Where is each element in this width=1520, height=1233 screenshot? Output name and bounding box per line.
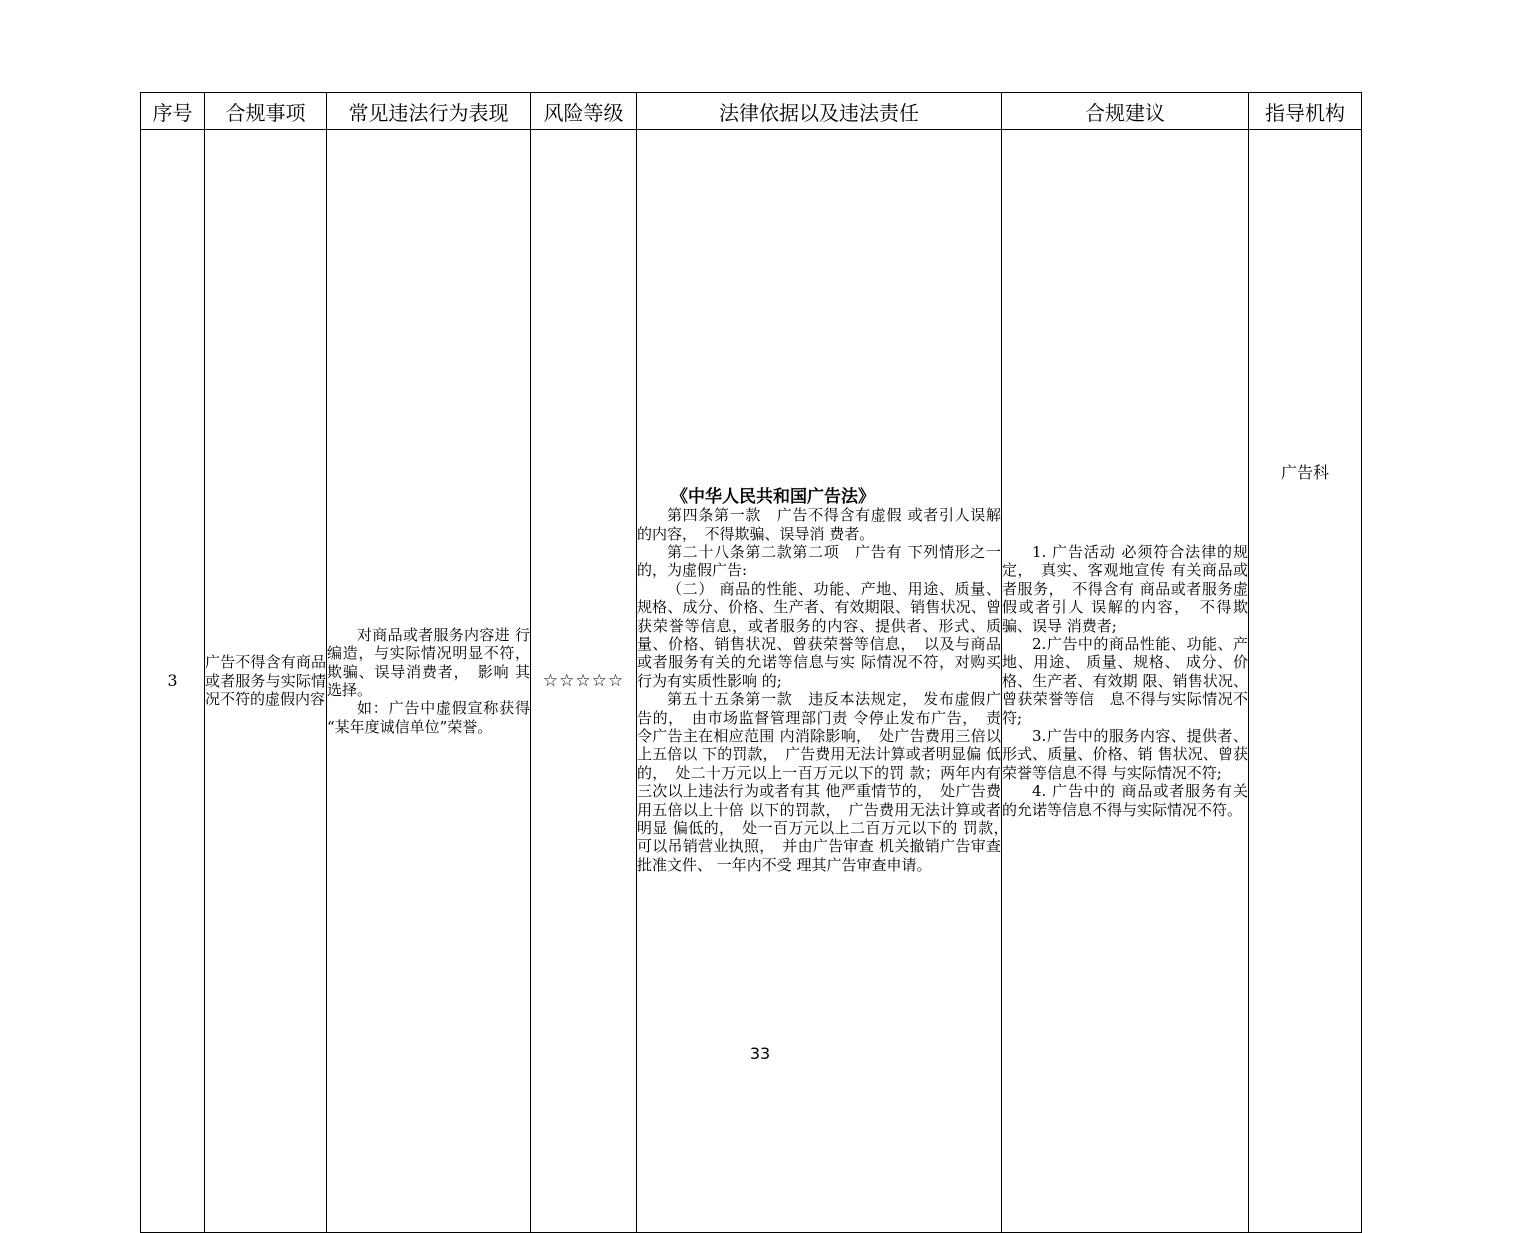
cell-behavior [327, 130, 531, 1233]
behavior-example: 如：广告中虚假宣称获得 “某年度诚信单位”荣誉。 [327, 699, 530, 736]
header-behavior: 常见违法行为表现 [327, 93, 531, 130]
suggestion-item: 2.广告中的商品性能、功能、产地、用途、 质量、规格、 成分、价格、生产者、有效期 限、销售状况、曾获荣誉等信 息不得与实际情况不符; [1002, 634, 1248, 727]
cell-suggestion [1002, 130, 1249, 1233]
cell-law [637, 130, 1017, 1233]
header-suggestion: 合规建议 [1002, 93, 1249, 130]
table-row [141, 130, 1362, 1233]
suggestion-item: 3.广告中的服务内容、提供者、形式、质量、价格、销 售状况、曾获荣誉等信息不得 与实际情况不符; [1002, 727, 1248, 782]
behavior-paragraph: 对商品或者服务内容进 行编造，与实际情况明显不符， 欺骗、误导消费者， 影响 其选择。 [327, 625, 530, 699]
header-risk: 风险等级 [531, 93, 637, 130]
law-paragraph: （二） 商品的性能、功能、产地、用途、质量、规格、成分、价格、生产者、有效期限、销售状况、曾获荣誉等信息，或者服务的内容、提供者、形式、质量、价格、销售状况、曾获荣誉等信息， 以及与商品或者服务有关的允诺等信息与实 际情况不符，对购买行为有实质性影响 的; [637, 579, 1001, 690]
suggestion-item: 1. 广告活动 必须符合法律的规定， 真实、客观地宣传 有关商品或者服务， 不得含有 商品或者服务虚假或者引人 误解的内容， 不得欺骗、误导 消费者; [1002, 542, 1248, 635]
header-row [141, 93, 1362, 130]
header-org: 指导机构 [1249, 93, 1362, 130]
header-item: 合规事项 [205, 93, 327, 130]
law-paragraph: 第四条第一款 广告不得含有虚假 或者引人误解的内容， 不得欺骗、误导消 费者。 [637, 506, 1001, 543]
header-seq: 序号 [141, 93, 205, 130]
header-law: 法律依据以及违法责任 [637, 93, 1002, 130]
law-title: 《中华人民共和国广告法》 [671, 486, 875, 507]
page-number: 33 [749, 1044, 771, 1063]
cell-risk-stars: ☆☆☆☆☆ [531, 130, 637, 1233]
suggestion-item: 4. 广告中的 商品或者服务有关的允诺等信息不得与实际情况不符。 [1002, 782, 1248, 819]
law-paragraph: 第五十五条第一款 违反本法规定， 发布虚假广告的， 由市场监督管理部门责 令停止发布广告， 责令广告主在相应范围 内消除影响， 处广告费用三倍以上五倍以 下的罚款， 广告费用无法计算或者明显偏 低的， 处二十万元以上一百万元以下的罚 款；两年内有三次以上违法行为或者有其 他严重情节的， 处广告费用五倍以上十倍 以下的罚款， 广告费用无法计算或者明显 偏低的， 处一百万元以上二百万元以下的 罚款， 可以吊销营业执照， 并由广告审查 机关撤销广告审查批准文件、 一年内不受 理其广告审查申请。 [637, 690, 1017, 874]
cell-org: 广告科 [1249, 130, 1362, 1233]
law-paragraph: 第二十八条第二款第二项 广告有 下列情形之一的，为虚假广告: [637, 542, 1001, 580]
cell-seq: 3 [141, 130, 205, 1233]
cell-item: 广告不得含有商品或者服务与实际情况不符的虚假内容 [205, 130, 327, 1233]
